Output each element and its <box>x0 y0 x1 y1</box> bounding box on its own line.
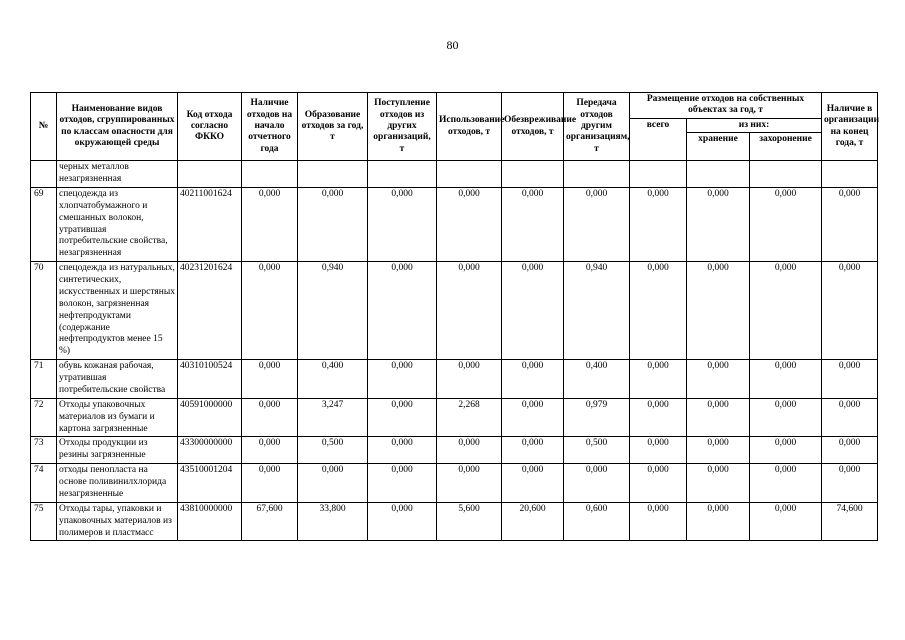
received-amount: 0,000 <box>368 262 437 360</box>
placement-total: 0,000 <box>630 262 687 360</box>
storage-amount <box>687 161 750 188</box>
used-amount: 5,600 <box>437 502 502 541</box>
burial-amount: 0,000 <box>750 437 822 464</box>
storage-amount: 0,000 <box>687 464 750 503</box>
row-number <box>31 161 57 188</box>
burial-amount: 0,000 <box>750 187 822 261</box>
storage-amount: 0,000 <box>687 187 750 261</box>
fkko-code: 43510001204 <box>178 464 242 503</box>
neutralized-amount: 0,000 <box>502 437 564 464</box>
neutralized-amount: 0,000 <box>502 398 564 437</box>
end-amount: 0,000 <box>822 398 878 437</box>
row-number: 75 <box>31 502 57 541</box>
neutralized-amount: 0,000 <box>502 262 564 360</box>
placement-total: 0,000 <box>630 437 687 464</box>
waste-name: обувь кожаная рабочая, утратившая потребительские свойства <box>57 360 178 399</box>
header-start: Наличие отходов на начало отчетного года <box>242 93 298 161</box>
header-used: Использование отходов, т <box>437 93 502 161</box>
received-amount: 0,000 <box>368 187 437 261</box>
neutralized-amount: 0,000 <box>502 360 564 399</box>
header-no: № <box>31 93 57 161</box>
fkko-code: 43810000000 <box>178 502 242 541</box>
storage-amount: 0,000 <box>687 262 750 360</box>
row-number: 69 <box>31 187 57 261</box>
received-amount: 0,000 <box>368 398 437 437</box>
waste-name: Отходы тары, упаковки и упаковочных материалов из полимеров и пластмасс <box>57 502 178 541</box>
burial-amount: 0,000 <box>750 502 822 541</box>
header-formed: Образование отходов за год, т <box>298 93 368 161</box>
start-amount: 67,600 <box>242 502 298 541</box>
storage-amount: 0,000 <box>687 437 750 464</box>
header-transferred: Передача отходов другим организациям, т <box>564 93 630 161</box>
header-name: Наименование видов отходов, сгруппированных по классам опасности для окружающей среды <box>57 93 178 161</box>
neutralized-amount: 20,600 <box>502 502 564 541</box>
transferred-amount: 0,000 <box>564 187 630 261</box>
used-amount: 0,000 <box>437 464 502 503</box>
storage-amount: 0,000 <box>687 398 750 437</box>
table-row <box>31 437 878 464</box>
formed-amount: 0,400 <box>298 360 368 399</box>
transferred-amount: 0,000 <box>564 464 630 503</box>
start-amount: 0,000 <box>242 437 298 464</box>
fkko-code: 40211001624 <box>178 187 242 261</box>
header-storage: хранение <box>687 133 750 161</box>
start-amount: 0,000 <box>242 398 298 437</box>
header-total: всего <box>630 118 687 160</box>
end-amount: 74,600 <box>822 502 878 541</box>
start-amount: 0,000 <box>242 262 298 360</box>
placement-total: 0,000 <box>630 187 687 261</box>
page-number: 80 <box>446 38 459 52</box>
header-end: Наличие в организации на конец года, т <box>822 93 878 161</box>
transferred-amount: 0,500 <box>564 437 630 464</box>
neutralized-amount: 0,000 <box>502 187 564 261</box>
used-amount <box>437 161 502 188</box>
formed-amount: 0,000 <box>298 187 368 261</box>
end-amount: 0,000 <box>822 464 878 503</box>
burial-amount: 0,000 <box>750 464 822 503</box>
end-amount: 0,000 <box>822 262 878 360</box>
formed-amount: 0,000 <box>298 464 368 503</box>
end-amount: 0,000 <box>822 437 878 464</box>
used-amount: 2,268 <box>437 398 502 437</box>
transferred-amount: 0,979 <box>564 398 630 437</box>
used-amount: 0,000 <box>437 187 502 261</box>
waste-name: спецодежда из хлопчатобумажного и смешанных волокон, утратившая потребительские свойства, незагрязненная <box>57 187 178 261</box>
table-row <box>31 398 878 437</box>
received-amount: 0,000 <box>368 502 437 541</box>
formed-amount: 0,940 <box>298 262 368 360</box>
row-number: 71 <box>31 360 57 399</box>
table-row <box>31 464 878 503</box>
table-body <box>31 161 878 541</box>
row-number: 70 <box>31 262 57 360</box>
row-number: 73 <box>31 437 57 464</box>
waste-name: отходы пенопласта на основе поливинилхлорида незагрязненные <box>57 464 178 503</box>
row-number: 72 <box>31 398 57 437</box>
received-amount: 0,000 <box>368 437 437 464</box>
header-of-them: из них: <box>687 118 822 132</box>
table-header <box>31 93 878 161</box>
header-received: Поступление отходов из других организаций, т <box>368 93 437 161</box>
used-amount: 0,000 <box>437 437 502 464</box>
placement-total: 0,000 <box>630 360 687 399</box>
waste-name: спецодежда из натуральных, синтетических, искусственных и шерстяных волокон, загрязненная нефтепродуктами (содержание нефтепродуктов менее 15 %) <box>57 262 178 360</box>
neutralized-amount <box>502 161 564 188</box>
placement-total: 0,000 <box>630 464 687 503</box>
waste-name: Отходы упаковочных материалов из бумаги и картона загрязненные <box>57 398 178 437</box>
received-amount: 0,000 <box>368 464 437 503</box>
end-amount: 0,000 <box>822 360 878 399</box>
table-row <box>31 187 878 261</box>
start-amount: 0,000 <box>242 360 298 399</box>
header-neutralized: Обезвреживание отходов, т <box>502 93 564 161</box>
burial-amount: 0,000 <box>750 360 822 399</box>
transferred-amount <box>564 161 630 188</box>
neutralized-amount: 0,000 <box>502 464 564 503</box>
burial-amount: 0,000 <box>750 398 822 437</box>
end-amount: 0,000 <box>822 187 878 261</box>
fkko-code: 43300000000 <box>178 437 242 464</box>
storage-amount: 0,000 <box>687 502 750 541</box>
table-row <box>31 262 878 360</box>
header-placement: Размещение отходов на собственных объектах за год, т <box>630 93 822 119</box>
storage-amount: 0,000 <box>687 360 750 399</box>
fkko-code: 40591000000 <box>178 398 242 437</box>
used-amount: 0,000 <box>437 360 502 399</box>
burial-amount: 0,000 <box>750 262 822 360</box>
table-row <box>31 502 878 541</box>
transferred-amount: 0,600 <box>564 502 630 541</box>
placement-total: 0,000 <box>630 502 687 541</box>
start-amount: 0,000 <box>242 187 298 261</box>
placement-total <box>630 161 687 188</box>
start-amount <box>242 161 298 188</box>
received-amount: 0,000 <box>368 360 437 399</box>
header-code: Код отхода согласно ФККО <box>178 93 242 161</box>
table-row <box>31 161 878 188</box>
start-amount: 0,000 <box>242 464 298 503</box>
header-burial: захоронение <box>750 133 822 161</box>
formed-amount <box>298 161 368 188</box>
waste-table <box>30 92 878 541</box>
fkko-code: 40310100524 <box>178 360 242 399</box>
fkko-code <box>178 161 242 188</box>
waste-name: черных металлов незагрязненная <box>57 161 178 188</box>
fkko-code: 40231201624 <box>178 262 242 360</box>
placement-total: 0,000 <box>630 398 687 437</box>
row-number: 74 <box>31 464 57 503</box>
waste-name: Отходы продукции из резины загрязненные <box>57 437 178 464</box>
formed-amount: 0,500 <box>298 437 368 464</box>
formed-amount: 33,800 <box>298 502 368 541</box>
end-amount <box>822 161 878 188</box>
transferred-amount: 0,940 <box>564 262 630 360</box>
received-amount <box>368 161 437 188</box>
table-row <box>31 360 878 399</box>
formed-amount: 3,247 <box>298 398 368 437</box>
transferred-amount: 0,400 <box>564 360 630 399</box>
used-amount: 0,000 <box>437 262 502 360</box>
burial-amount <box>750 161 822 188</box>
